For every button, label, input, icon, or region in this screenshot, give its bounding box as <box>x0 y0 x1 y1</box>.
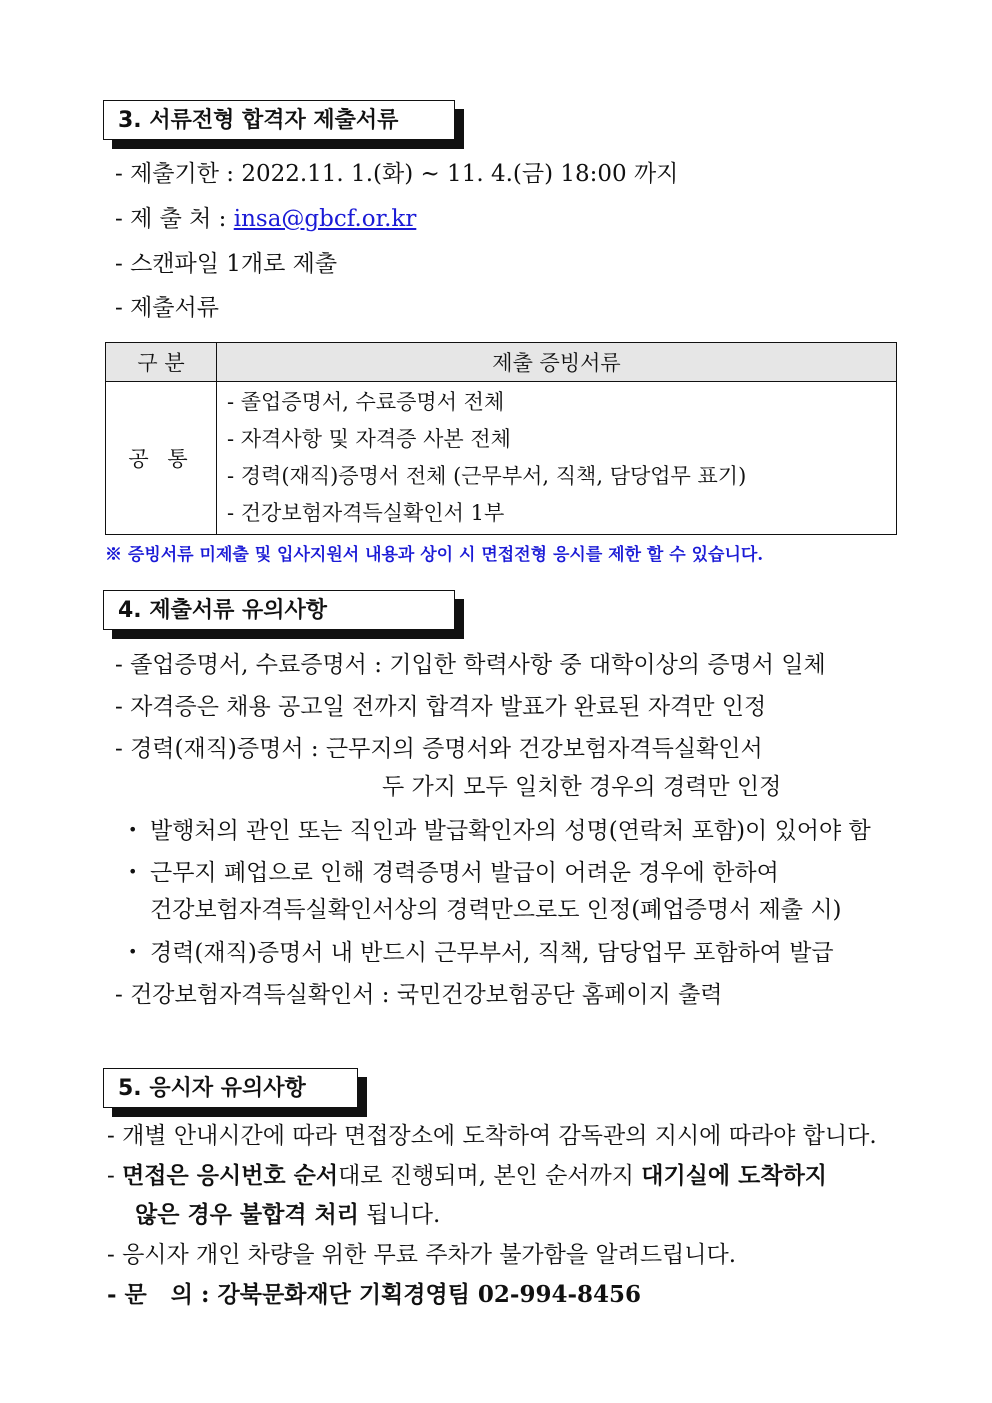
bullet-continuation: 건강보험자격득실확인서상의 경력만으로도 인정(폐업증명서 제출 시) <box>150 897 842 923</box>
document-item: - 건강보험자격득실확인서 1부 <box>227 501 505 525</box>
header-documents: 제출 증빙서류 <box>217 343 897 382</box>
bullet-icon: • <box>128 862 138 881</box>
notice-text: ※ 증빙서류 미제출 및 입사지원서 내용과 상이 시 면접전형 응시를 제한 할 수 있습니다. <box>105 545 764 565</box>
bullet-text: 근무지 폐업으로 인해 경력증명서 발급이 어려운 경우에 한하여 <box>150 860 779 886</box>
destination-line <box>115 204 416 234</box>
bullet-item <box>128 857 779 888</box>
table-header-row <box>106 343 897 382</box>
bullet-text: 경력(재직)증명서 내 반드시 근무부서, 직책, 담당업무 포함하여 발급 <box>150 940 834 966</box>
contact-line: - 문 의 : 강북문화재단 기획경영팀 02-994-8456 <box>107 1281 642 1308</box>
applicant-line-1: - 개별 안내시간에 따라 면접장소에 도착하여 감독관의 지시에 따라야 합니다. <box>107 1123 877 1149</box>
table-row <box>106 382 897 535</box>
section-3-heading: 3. 서류전형 합격자 제출서류 <box>103 100 455 140</box>
dash: - <box>107 1163 123 1189</box>
category-cell: 공 통 <box>106 382 217 535</box>
bullet-item <box>128 937 834 968</box>
bullet-text: 발행처의 관인 또는 직인과 발급확인자의 성명(연락처 포함)이 있어야 함 <box>150 818 871 844</box>
plain-text: 대로 진행되며, 본인 순서까지 <box>338 1163 642 1189</box>
section-4-heading: 4. 제출서류 유의사항 <box>103 590 455 630</box>
deadline-text: - 제출기한 : 2022.11. 1.(화) ~ 11. 4.(금) 18:00 까지 <box>115 161 679 187</box>
section-5-heading: 5. 응시자 유의사항 <box>103 1068 358 1108</box>
document-item: - 졸업증명서, 수료증명서 전체 <box>227 390 505 414</box>
header-category: 구 분 <box>106 343 217 382</box>
document-item: - 자격사항 및 자격증 사본 전체 <box>227 427 511 451</box>
note-line-3: - 경력(재직)증명서 : 근무지의 증명서와 건강보험자격득실확인서 <box>115 736 763 762</box>
note-line-4: - 건강보험자격득실확인서 : 국민건강보험공단 홈페이지 출력 <box>115 982 723 1008</box>
applicant-line-2 <box>107 1161 827 1191</box>
email-link[interactable]: insa@gbcf.or.kr <box>233 206 417 232</box>
scan-file-text: - 스캔파일 1개로 제출 <box>115 251 338 277</box>
note-line-2: - 자격증은 채용 공고일 전까지 합격자 발표가 완료된 자격만 인정 <box>115 694 767 720</box>
document-item: - 경력(재직)증명서 전체 (근무부서, 직책, 담당업무 표기) <box>227 464 747 488</box>
bullet-icon: • <box>128 820 138 839</box>
destination-label: - 제 출 처 : <box>115 206 234 232</box>
note-line-1: - 졸업증명서, 수료증명서 : 기입한 학력사항 중 대학이상의 증명서 일체 <box>115 652 826 678</box>
plain-text: 됩니다. <box>358 1202 441 1228</box>
documents-cell <box>217 382 897 535</box>
bold-text: 않은 경우 불합격 처리 <box>135 1201 359 1228</box>
bullet-icon: • <box>128 942 138 961</box>
applicant-line-4: - 응시자 개인 차량을 위한 무료 주차가 불가함을 알려드립니다. <box>107 1242 737 1268</box>
note-line-3-continued: 두 가지 모두 일치한 경우의 경력만 인정 <box>382 774 782 800</box>
bullet-item <box>128 815 871 846</box>
applicant-line-3 <box>135 1200 440 1230</box>
bold-text: 면접은 응시번호 순서 <box>122 1162 339 1189</box>
documents-label: - 제출서류 <box>115 295 219 321</box>
bold-text: 대기실에 도착하지 <box>641 1162 828 1189</box>
documents-table <box>105 342 897 535</box>
